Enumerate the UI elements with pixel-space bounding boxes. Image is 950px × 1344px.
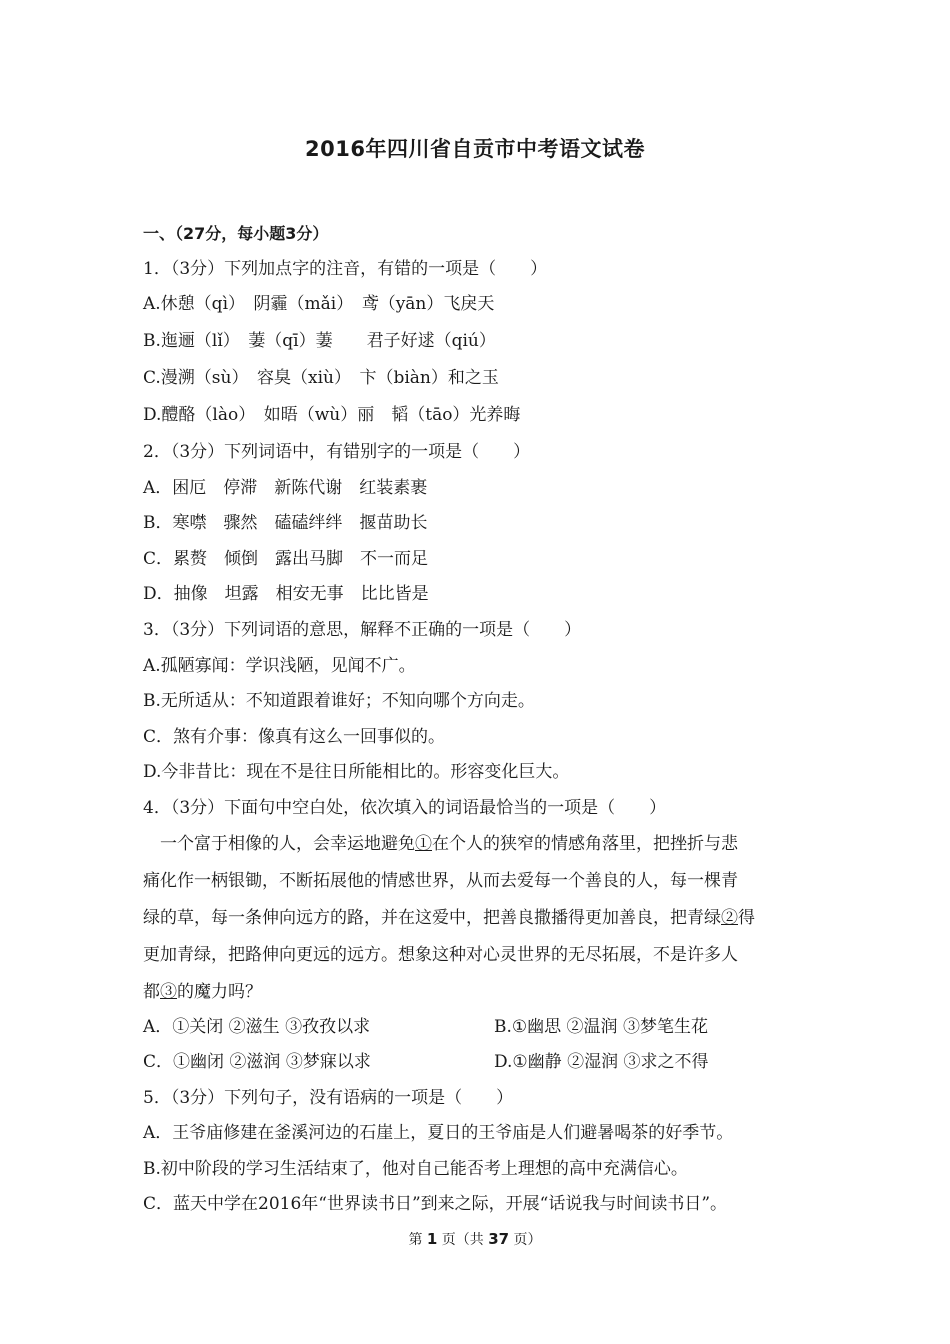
page-title: 2016年四川省自贡市中考语文试卷 [305,137,645,161]
question-1-option-a: A.休憩（qì） 阴霾（mǎi） 鸢（yān）飞戾天 [143,294,495,314]
question-1-option-c: C.漫溯（sù） 容臭（xiù） 卞（biàn）和之玉 [143,368,499,388]
question-3-option-a: A.孤陋寡闻：学识浅陋，见闻不广。 [143,656,416,676]
passage-text: 绿的草，每一条伸向远方的路，并在这爱中，把善良撒播得更加善良，把青绿 [143,908,721,928]
question-4-passage-line-2: 痛化作一柄银锄，不断拓展他的情感世界，从而去爱每一个善良的人，每一棵青 [143,871,738,891]
blank-1-marker: ① [415,834,432,854]
passage-text: 的魔力吗？ [177,982,262,1002]
question-5-stem: 5．（3分）下列句子，没有语病的一项是（ ） [143,1088,514,1108]
passage-text: 一个富于相像的人，会幸运地避免 [143,834,415,854]
question-4-passage-line-1 [143,832,738,856]
question-4-option-d: D.①幽静 ②湿润 ③求之不得 [494,1052,709,1072]
question-2-option-c: C．累赘 倾倒 露出马脚 不一而足 [143,549,429,569]
blank-2-marker: ② [721,908,738,928]
question-5-option-c: C．蓝天中学在2016年“世界读书日”到来之际，开展“话说我与时间读书日”。 [143,1194,728,1214]
question-3-option-c: C．煞有介事：像真有这么一回事似的。 [143,727,446,747]
question-4-option-a: A．①关闭 ②滋生 ③孜孜以求 [143,1017,371,1037]
question-4-passage-line-3 [143,906,755,930]
question-1-option-b: B.迤逦（lǐ） 萋（qī）萋 君子好逑（qiú） [143,331,496,351]
question-1-stem: 1．（3分）下列加点字的注音，有错的一项是（ ） [143,259,548,279]
question-3-option-b: B.无所适从：不知道跟着谁好；不知向哪个方向走。 [143,691,535,711]
question-4-passage-line-5 [143,980,262,1004]
question-5-option-a: A．王爷庙修建在釜溪河边的石崖上，夏日的王爷庙是人们避暑喝茶的好季节。 [143,1123,734,1143]
passage-text: 在个人的狭窄的情感角落里，把挫折与悲 [432,834,738,854]
current-page-number: 1 [426,1230,438,1248]
footer-text: 页（共 [437,1232,489,1248]
question-2-option-b: B．寒噤 骤然 磕磕绊绊 揠苗助长 [143,513,428,533]
footer-text: 页） [509,1232,542,1248]
question-4-stem: 4．（3分）下面句中空白处，依次填入的词语最恰当的一项是（ ） [143,798,667,818]
page-footer [0,1229,950,1249]
passage-text: 都 [143,982,160,1002]
question-2-stem: 2．（3分）下列词语中，有错别字的一项是（ ） [143,442,531,462]
question-3-option-d: D.今非昔比：现在不是往日所能相比的。形容变化巨大。 [143,762,570,782]
question-2-option-d: D．抽像 坦露 相安无事 比比皆是 [143,584,429,604]
question-4-option-c: C．①幽闭 ②滋润 ③梦寐以求 [143,1052,371,1072]
question-1-option-d: D.醴酪（lào） 如晤（wù）丽 韬（tāo）光养晦 [143,405,521,425]
question-3-stem: 3．（3分）下列词语的意思，解释不正确的一项是（ ） [143,620,582,640]
question-5-option-b: B.初中阶段的学习生活结束了，他对自己能否考上理想的高中充满信心。 [143,1159,688,1179]
passage-text: 得 [738,908,755,928]
question-4-passage-line-4: 更加青绿，把路伸向更远的远方。想象这种对心灵世界的无尽拓展，不是许多人 [143,945,738,965]
blank-3-marker: ③ [160,982,177,1002]
question-2-option-a: A．困厄 停滞 新陈代谢 红装素裹 [143,478,428,498]
question-4-option-b: B.①幽思 ②温润 ③梦笔生花 [494,1017,708,1037]
section-heading: 一、（27分，每小题3分） [143,224,329,243]
total-page-count: 37 [488,1230,510,1248]
footer-text: 第 [408,1232,427,1248]
